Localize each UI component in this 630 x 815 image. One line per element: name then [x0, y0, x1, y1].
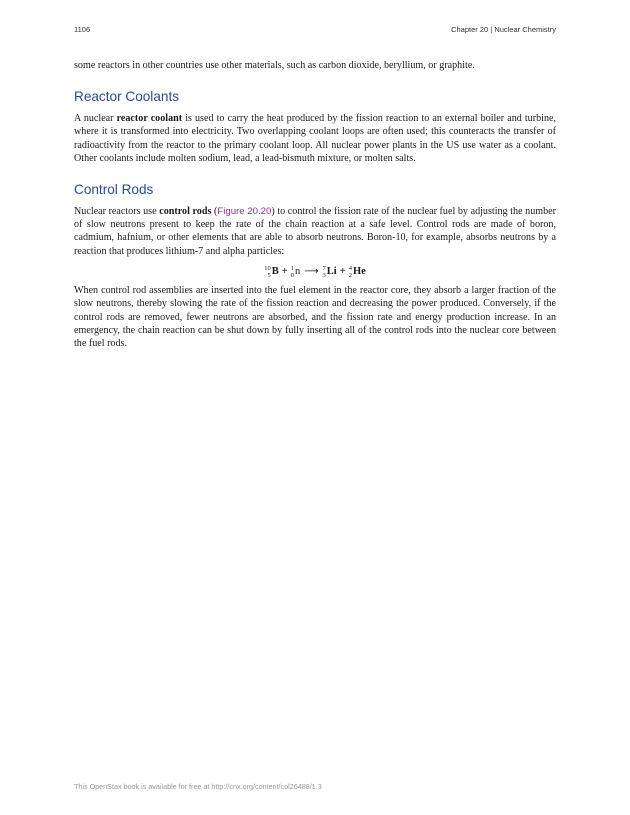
- page-footer: This OpenStax book is available for free at http://cnx.org/content/col26488/1.3: [74, 782, 322, 791]
- helium-symbol: He: [352, 265, 366, 277]
- figure-link[interactable]: Figure 20.20: [217, 206, 272, 218]
- term-control-rods: control rods: [159, 206, 212, 218]
- neutron-symbol: n: [294, 265, 301, 277]
- nuclide-neutron: [291, 264, 301, 280]
- control-rods-paragraph-2: When control rod assemblies are inserted into the fuel element in the reactor core, they absorb a larger fraction of the slow neutrons, thereby slowing the rate of the fission reaction and decreasing the power produced. Conversely, if the control rods are removed, fewer neutrons are absorbed, and the fission rate and energy production increase. In an emergency, the chain reaction can be shut down by fully inserting all of the control rods into the nuclear core between the fuel rods.: [74, 285, 556, 350]
- page-number: 1106: [74, 25, 91, 34]
- intro-paragraph: some reactors in other countries use other materials, such as carbon dioxide, beryllium, or graphite.: [74, 60, 475, 71]
- chapter-title: Chapter 20 | Nuclear Chemistry: [451, 25, 556, 34]
- coolants-text-pre: A nuclear: [74, 113, 117, 125]
- nuclide-lithium: [323, 264, 337, 280]
- section-heading-control-rods: Control Rods: [74, 182, 154, 198]
- boron-symbol: B: [271, 265, 279, 277]
- boron-mass-number: 10: [264, 264, 271, 272]
- nuclear-equation: [74, 264, 556, 280]
- nuclide-boron: [264, 264, 279, 280]
- page-content: [74, 59, 556, 350]
- page-header: [74, 25, 556, 37]
- section-heading-reactor-coolants: Reactor Coolants: [74, 89, 180, 105]
- control-rods-text-pre: Nuclear reactors use: [74, 206, 160, 218]
- helium-atomic-number: 2: [348, 271, 352, 279]
- control-rods-text-post: ) to control the fission rate of the nuclear fuel by adjusting the number of slow neutrons present to keep the rate of the chain reaction at a safe level. Control rods are made of boron, cadmium, hafnium, or other elements that are able to absorb neutrons. Boron-10, for example, absorbs neutrons by a reaction that produces lithium-7 and alpha particles:: [74, 206, 556, 257]
- boron-atomic-number: 5: [267, 271, 271, 279]
- lithium-atomic-number: 3: [322, 271, 326, 279]
- neutron-mass-number: 1: [290, 264, 294, 272]
- control-rods-paragraph-1: [74, 205, 556, 258]
- helium-mass-number: 4: [348, 264, 352, 272]
- coolants-text-post: is used to carry the heat produced by the fission reaction to an external boiler and turbine, where it is transformed into electricity. Two overlapping coolant loops are often used; this counteracts the transfer of radioactivity from the reactor to the primary coolant loop. All nuclear power plants in the US use water as a coolant. Other coolants include molten sodium, lead, a lead-bismuth mixture, or molten salts.: [74, 113, 556, 164]
- plus-sign: +: [339, 266, 346, 278]
- plus-sign: +: [281, 266, 288, 278]
- coolants-paragraph: [74, 112, 556, 165]
- term-reactor-coolant: reactor coolant: [116, 113, 183, 125]
- nuclide-helium: [349, 264, 366, 280]
- lithium-symbol: Li: [326, 265, 337, 277]
- lithium-mass-number: 7: [322, 264, 326, 272]
- neutron-atomic-number: 0: [290, 271, 294, 279]
- control-rods-open-paren: (: [211, 206, 218, 218]
- reaction-arrow: ⟶: [304, 266, 319, 278]
